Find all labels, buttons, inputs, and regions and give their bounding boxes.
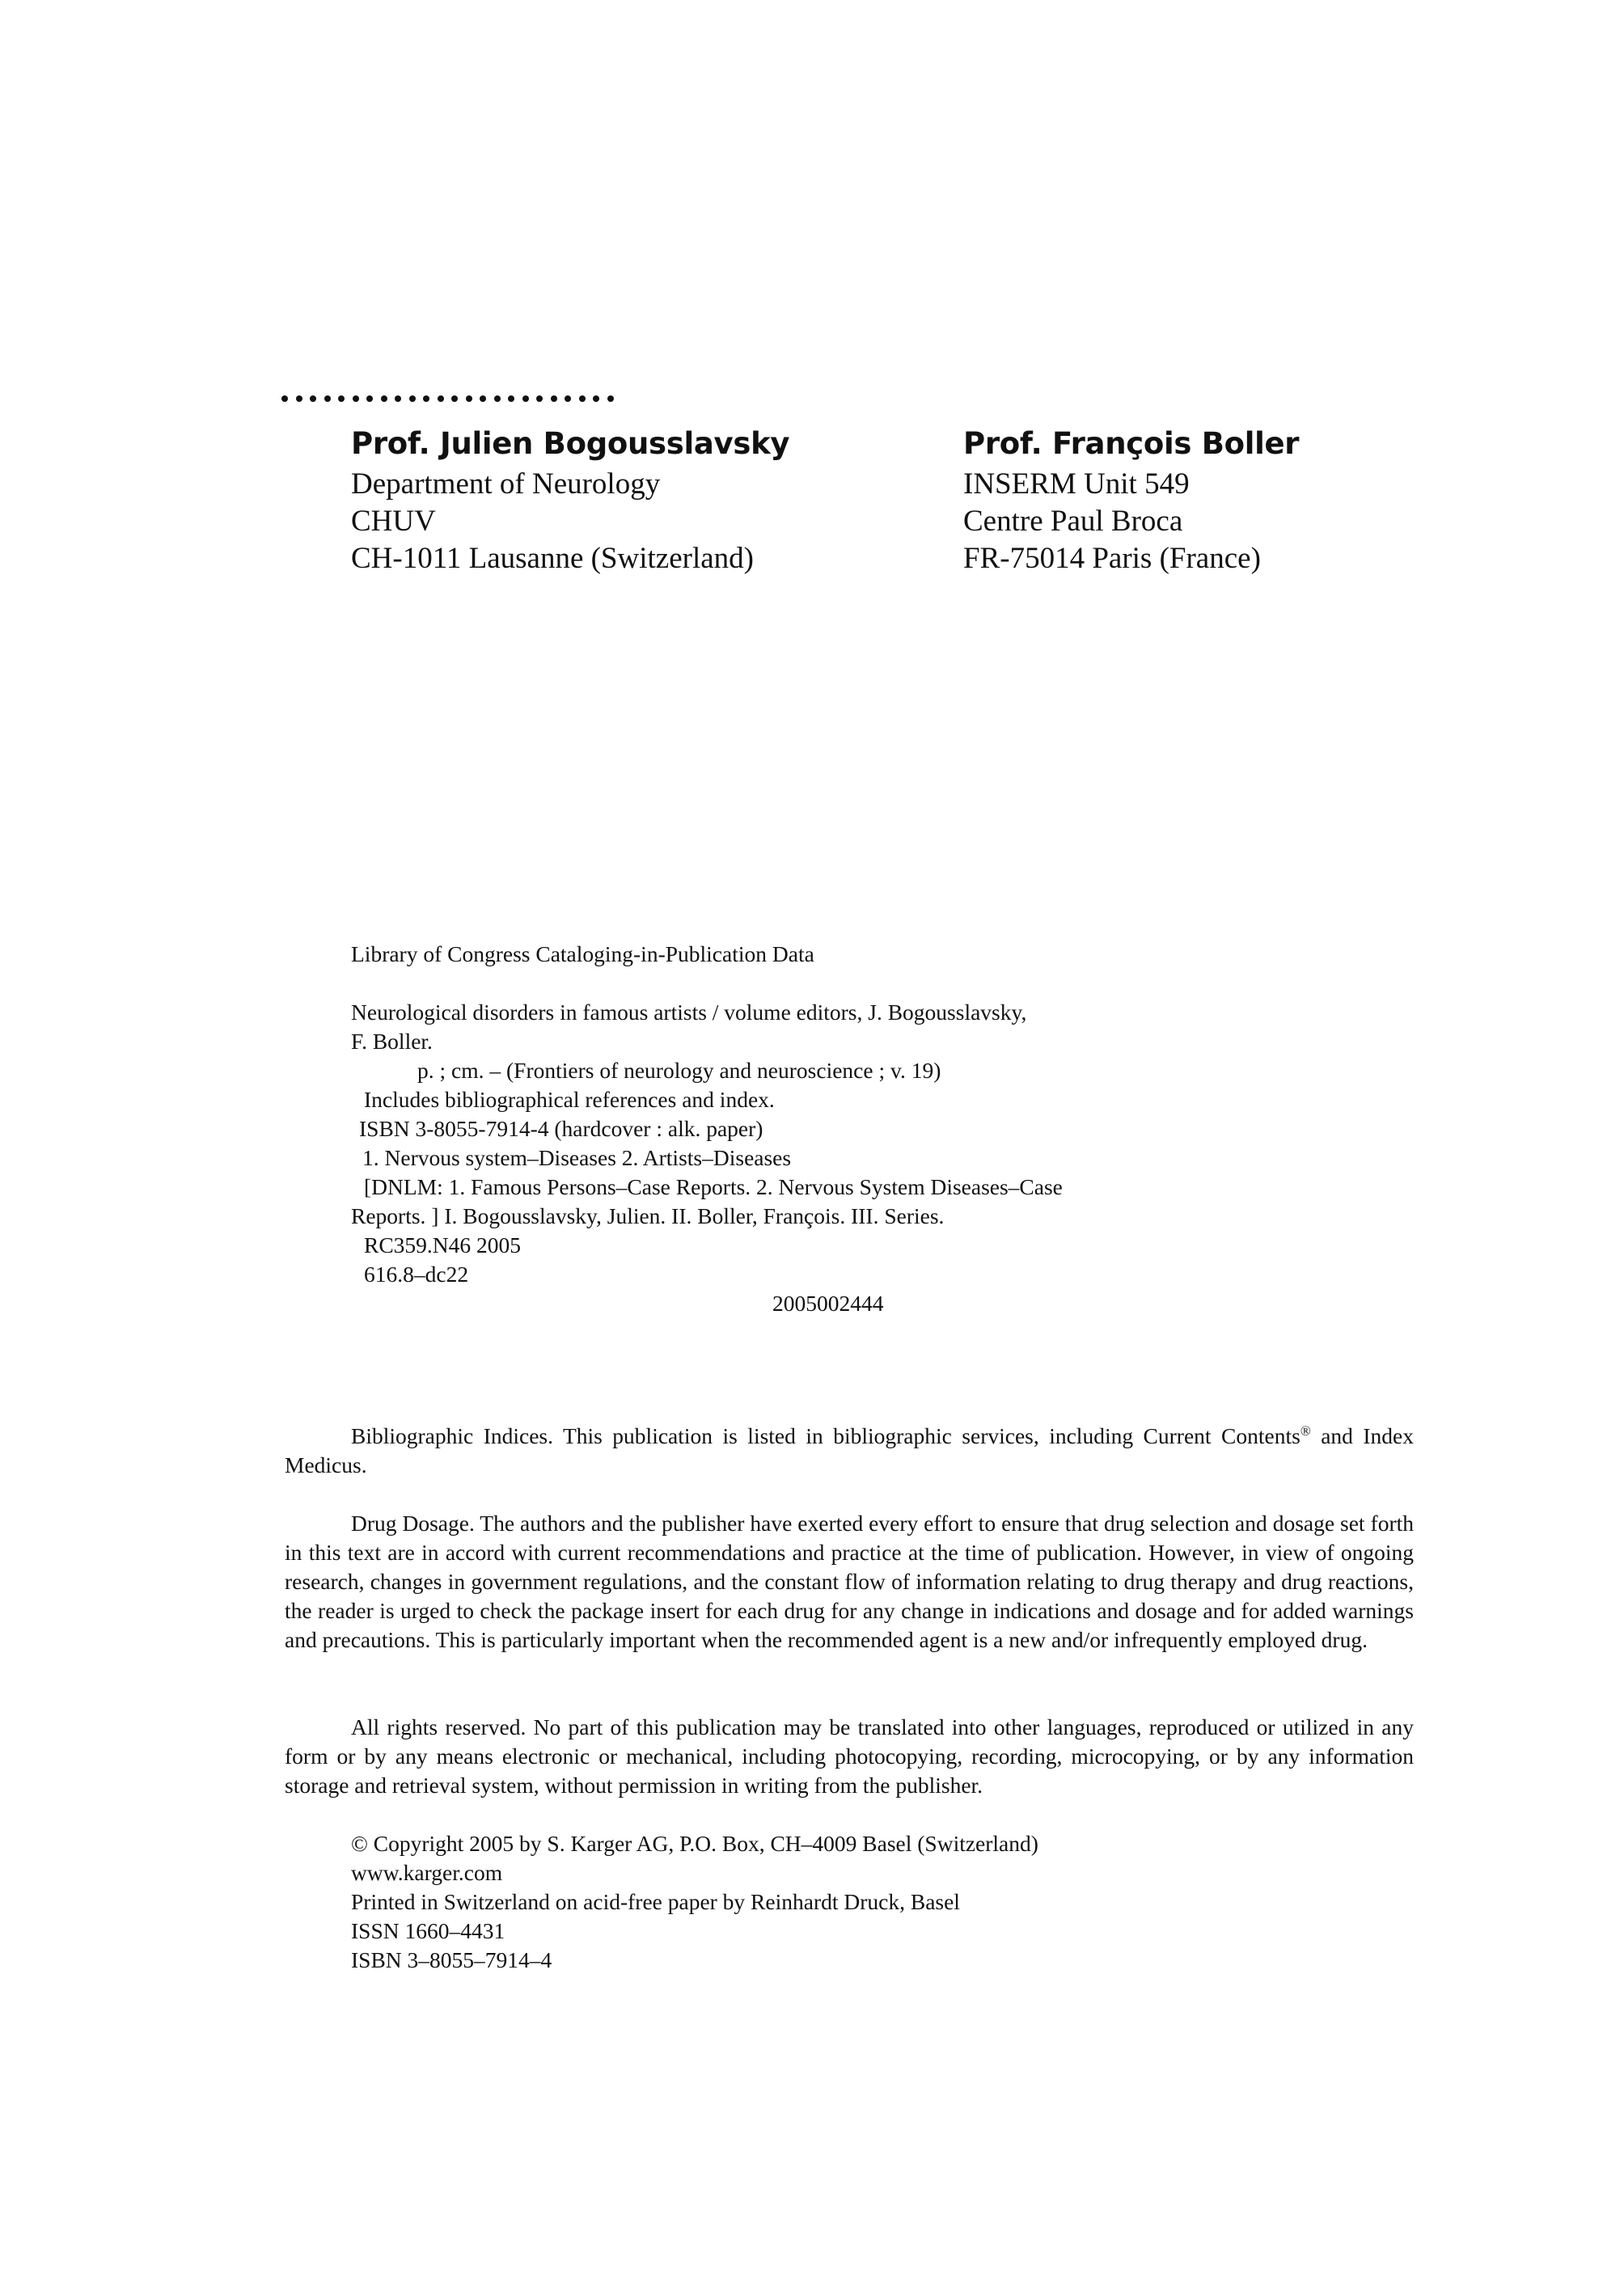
copyright-block [351, 1829, 1038, 1975]
printing-note: Printed in Switzerland on acid-free paper by Reinhardt Druck, Basel [351, 1889, 960, 1914]
cip-lccn: 2005002444 [772, 1291, 884, 1316]
cip-record [351, 998, 1168, 1318]
cip-heading: Library of Congress Cataloging-in-Publication Data [351, 941, 814, 966]
bibliographic-indices-paragraph [285, 1422, 1414, 1480]
rights-paragraph: All rights reserved. No part of this publication may be translated into other languages, reproduced or utilized in any form or by any means electronic or mechanical, including photocopying, recording, microcopying, or by any information storage and retrieval system, without permission in writing from the publisher. [285, 1714, 1414, 1798]
editor-name: Prof. François Boller [963, 426, 1300, 461]
editor-affiliation-line: FR-75014 Paris (France) [963, 542, 1261, 575]
registered-mark: ® [1300, 1422, 1311, 1439]
editor-block-bogousslavsky [351, 422, 789, 577]
isbn: ISBN 3–8055–7914–4 [351, 1947, 552, 1972]
editor-affiliation-line: CHUV [351, 505, 436, 538]
cip-line: Reports. ] I. Bogousslavsky, Julien. II. Boller, François. III. Series. [351, 1203, 945, 1228]
cip-line: 616.8–dc22 [364, 1262, 469, 1287]
publisher-website: www.karger.com [351, 1860, 503, 1885]
cip-line: Includes bibliographical references and index. [364, 1087, 775, 1112]
cip-line: [DNLM: 1. Famous Persons–Case Reports. 2. Nervous System Diseases–Case [364, 1174, 1063, 1199]
editor-affiliation-line: CH-1011 Lausanne (Switzerland) [351, 542, 754, 575]
issn: ISSN 1660–4431 [351, 1918, 505, 1943]
cip-line: 1. Nervous system–Diseases 2. Artists–Diseases [362, 1145, 792, 1170]
editor-affiliation-line: Centre Paul Broca [963, 505, 1183, 538]
cip-line: p. ; cm. – (Frontiers of neurology and neuroscience ; v. 19) [417, 1058, 941, 1083]
drug-dosage-paragraph: Drug Dosage. The authors and the publisher have exerted every effort to ensure that drug selection and dosage set forth in this text are in accord with current recommendations and practice at the time of publication. However, in view of ongoing research, changes in government regulations, and the constant flow of information relating to drug therapy and drug reactions, the reader is urged to check the package insert for each drug for any change in indications and dosage and for added warnings and precautions. This is particularly important when the recommended agent is a new and/or infrequently employed drug. [285, 1511, 1414, 1652]
bibliographic-text: Bibliographic Indices. This publication is listed in bibliographic services, including Current Contents [351, 1423, 1300, 1448]
editor-name: Prof. Julien Bogousslavsky [351, 426, 790, 461]
editor-block-boller [963, 422, 1299, 577]
editor-affiliation-line: INSERM Unit 549 [963, 467, 1190, 501]
cip-line: F. Boller. [351, 1029, 433, 1054]
cip-line: Neurological disorders in famous artists / volume editors, J. Bogousslavsky, [351, 1000, 1027, 1025]
editor-affiliation-line: Department of Neurology [351, 467, 661, 501]
copyright-line: © Copyright 2005 by S. Karger AG, P.O. Box, CH–4009 Basel (Switzerland) [351, 1831, 1038, 1856]
bibliographic-text-end: and Index Medicus. [285, 1423, 1414, 1477]
cip-line: ISBN 3-8055-7914-4 (hardcover : alk. paper) [359, 1116, 763, 1141]
decorative-dot-rule [281, 395, 614, 402]
cip-line: RC359.N46 2005 [364, 1232, 522, 1258]
